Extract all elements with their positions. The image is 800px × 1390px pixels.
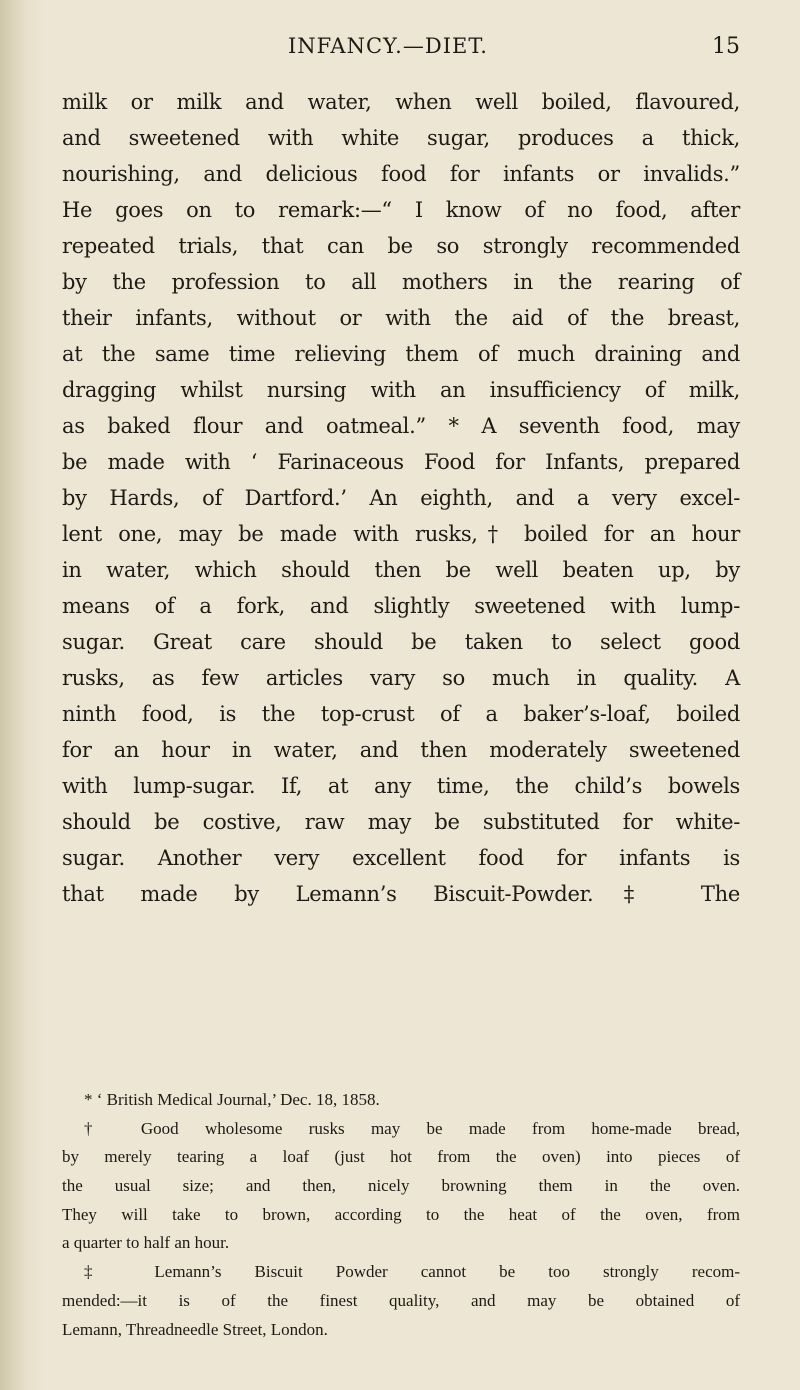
footnote-line: They will take to brown, according to the heat of the oven, from (62, 1204, 740, 1224)
body-line: rusks, as few articles vary so much in quality. A (62, 666, 740, 690)
body-line: as baked flour and oatmeal.” * A seventh food, may (62, 414, 740, 438)
body-line: lent one, may be made with rusks,† boiled for an hour (62, 522, 740, 546)
footnote-line: † Good wholesome rusks may be made from home-made bread, (84, 1118, 740, 1138)
body-line: He goes on to remark:—“ I know of no food, after (62, 198, 740, 222)
body-line: at the same time relieving them of much draining and (62, 342, 740, 366)
body-line: should be costive, raw may be substituted for white- (62, 810, 740, 834)
running-head (62, 34, 740, 74)
body-line: repeated trials, that can be so strongly recommended (62, 234, 740, 258)
body-line: means of a fork, and slightly sweetened with lump- (62, 594, 740, 618)
footnote-line: mended:—it is of the finest quality, and may be obtained of (62, 1290, 740, 1310)
body-line: milk or milk and water, when well boiled, flavoured, (62, 90, 740, 114)
body-line: sugar. Great care should be taken to select good (62, 630, 740, 654)
body-line: nourishing, and delicious food for infants or invalids.” (62, 162, 740, 186)
body-line: by the profession to all mothers in the rearing of (62, 270, 740, 294)
page-number: 15 (712, 34, 740, 59)
body-line: by Hards, of Dartford.’ An eighth, and a very excel- (62, 486, 740, 510)
body-line: and sweetened with white sugar, produces a thick, (62, 126, 740, 150)
body-line: sugar. Another very excellent food for infants is (62, 846, 740, 870)
footnote-line: ‡ Lemann’s Biscuit Powder cannot be too strongly recom- (84, 1262, 740, 1282)
body-line: for an hour in water, and then moderately sweetened (62, 738, 740, 762)
body-line: dragging whilst nursing with an insufficiency of milk, (62, 378, 740, 402)
body-text (62, 84, 740, 912)
footnote-line: a quarter to half an hour. (62, 1233, 230, 1253)
body-line: with lump-sugar. If, at any time, the child’s bowels (62, 774, 740, 798)
body-line: ninth food, is the top-crust of a baker’s-loaf, boiled (62, 702, 740, 726)
body-line: their infants, without or with the aid of the breast, (62, 306, 740, 330)
page-edge-shadow (0, 0, 44, 1390)
body-line: that made by Lemann’s Biscuit-Powder.‡ The (62, 882, 740, 906)
footnote-line: * ‘ British Medical Journal,’ Dec. 18, 1858. (84, 1090, 380, 1109)
footnotes (62, 1086, 740, 1344)
running-title: INFANCY.—DIET. (288, 34, 488, 58)
footnote-line: Lemann, Threadneedle Street, London. (62, 1319, 328, 1339)
footnote-line: by merely tearing a loaf (just hot from the oven) into pieces of (62, 1147, 740, 1167)
body-line: in water, which should then be well beaten up, by (62, 558, 740, 582)
body-line: be made with ‘ Farinaceous Food for Infants, prepared (62, 450, 740, 474)
footnote-line: the usual size; and then, nicely browning them in the oven. (62, 1176, 740, 1196)
